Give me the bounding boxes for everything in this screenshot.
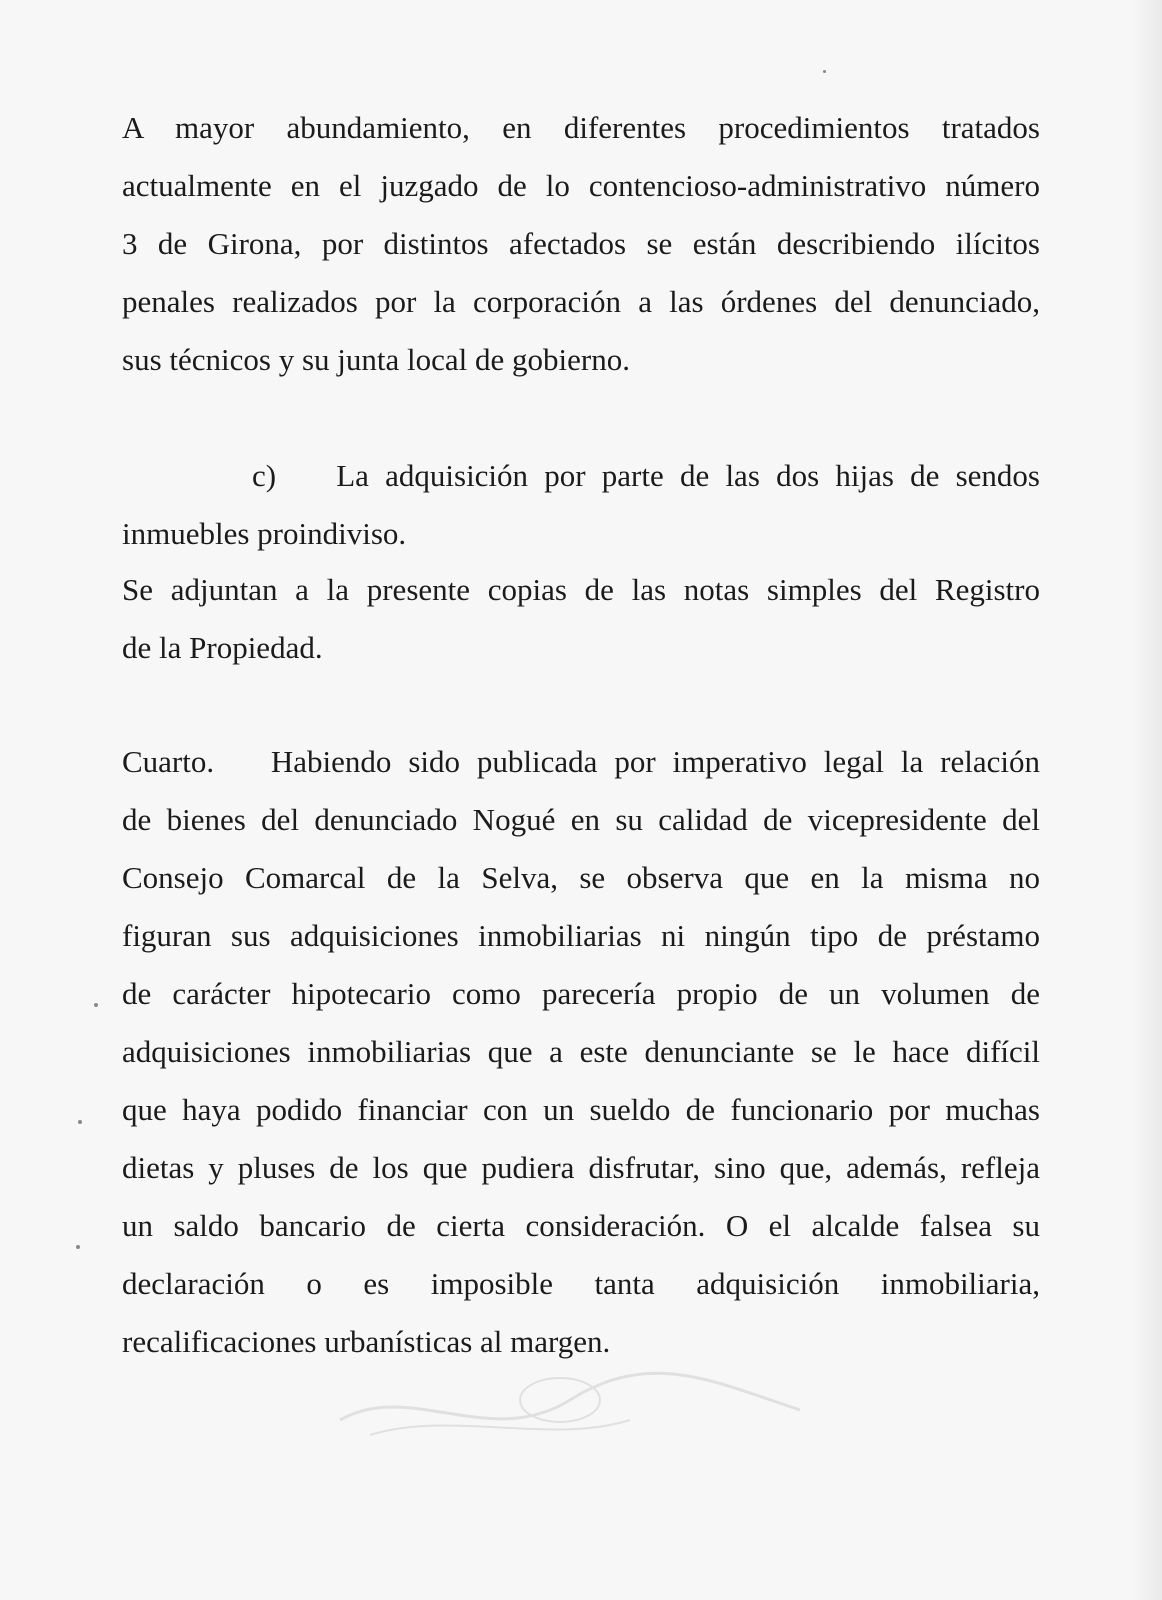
scan-speck	[94, 1003, 98, 1007]
text-line: de carácter hipotecario como parecería propio de un volumen de	[122, 976, 1040, 1011]
text-line: Se adjuntan a la presente copias de las notas simples del Registro	[122, 572, 1040, 607]
text-line: 3 de Girona, por distintos afectados se están describiendo ilícitos	[122, 226, 1040, 261]
section-label: Cuarto.	[122, 744, 215, 779]
text-line: inmuebles proindiviso.	[122, 516, 407, 551]
text-line: de bienes del denunciado Nogué en su calidad de vicepresidente del	[122, 802, 1040, 837]
text-line-labeled	[122, 742, 1040, 782]
text-line-labeled	[252, 456, 1040, 496]
scan-speck	[78, 1120, 82, 1124]
signature-mark	[330, 1360, 850, 1450]
item-text: La adquisición por parte de las dos hijas de sendos	[336, 458, 1040, 493]
item-label: c)	[252, 458, 277, 493]
text-line: recalificaciones urbanísticas al margen.	[122, 1324, 611, 1359]
text-line: que haya podido financiar con un sueldo de funcionario por muchas	[122, 1092, 1040, 1127]
text-line: A mayor abundamiento, en diferentes procedimientos tratados	[122, 110, 1040, 145]
text-line: dietas y pluses de los que pudiera disfrutar, sino que, además, refleja	[122, 1150, 1040, 1185]
scan-speck	[823, 70, 826, 73]
text-line: un saldo bancario de cierta consideración. O el alcalde falsea su	[122, 1208, 1040, 1243]
scan-speck	[76, 1245, 80, 1249]
text-line: declaración o es imposible tanta adquisición inmobiliaria,	[122, 1266, 1040, 1301]
text-line: actualmente en el juzgado de lo contencioso-administrativo número	[122, 168, 1040, 203]
page-edge-shadow	[1132, 0, 1162, 1600]
text-line: figuran sus adquisiciones inmobiliarias ni ningún tipo de préstamo	[122, 918, 1040, 953]
text-line: sus técnicos y su junta local de gobierno.	[122, 342, 630, 377]
text-line: adquisiciones inmobiliarias que a este denunciante se le hace difícil	[122, 1034, 1040, 1069]
section-text: Habiendo sido publicada por imperativo legal la relación	[270, 744, 1040, 779]
text-line: penales realizados por la corporación a las órdenes del denunciado,	[122, 284, 1040, 319]
text-line: de la Propiedad.	[122, 630, 323, 665]
text-line: Consejo Comarcal de la Selva, se observa que en la misma no	[122, 860, 1040, 895]
